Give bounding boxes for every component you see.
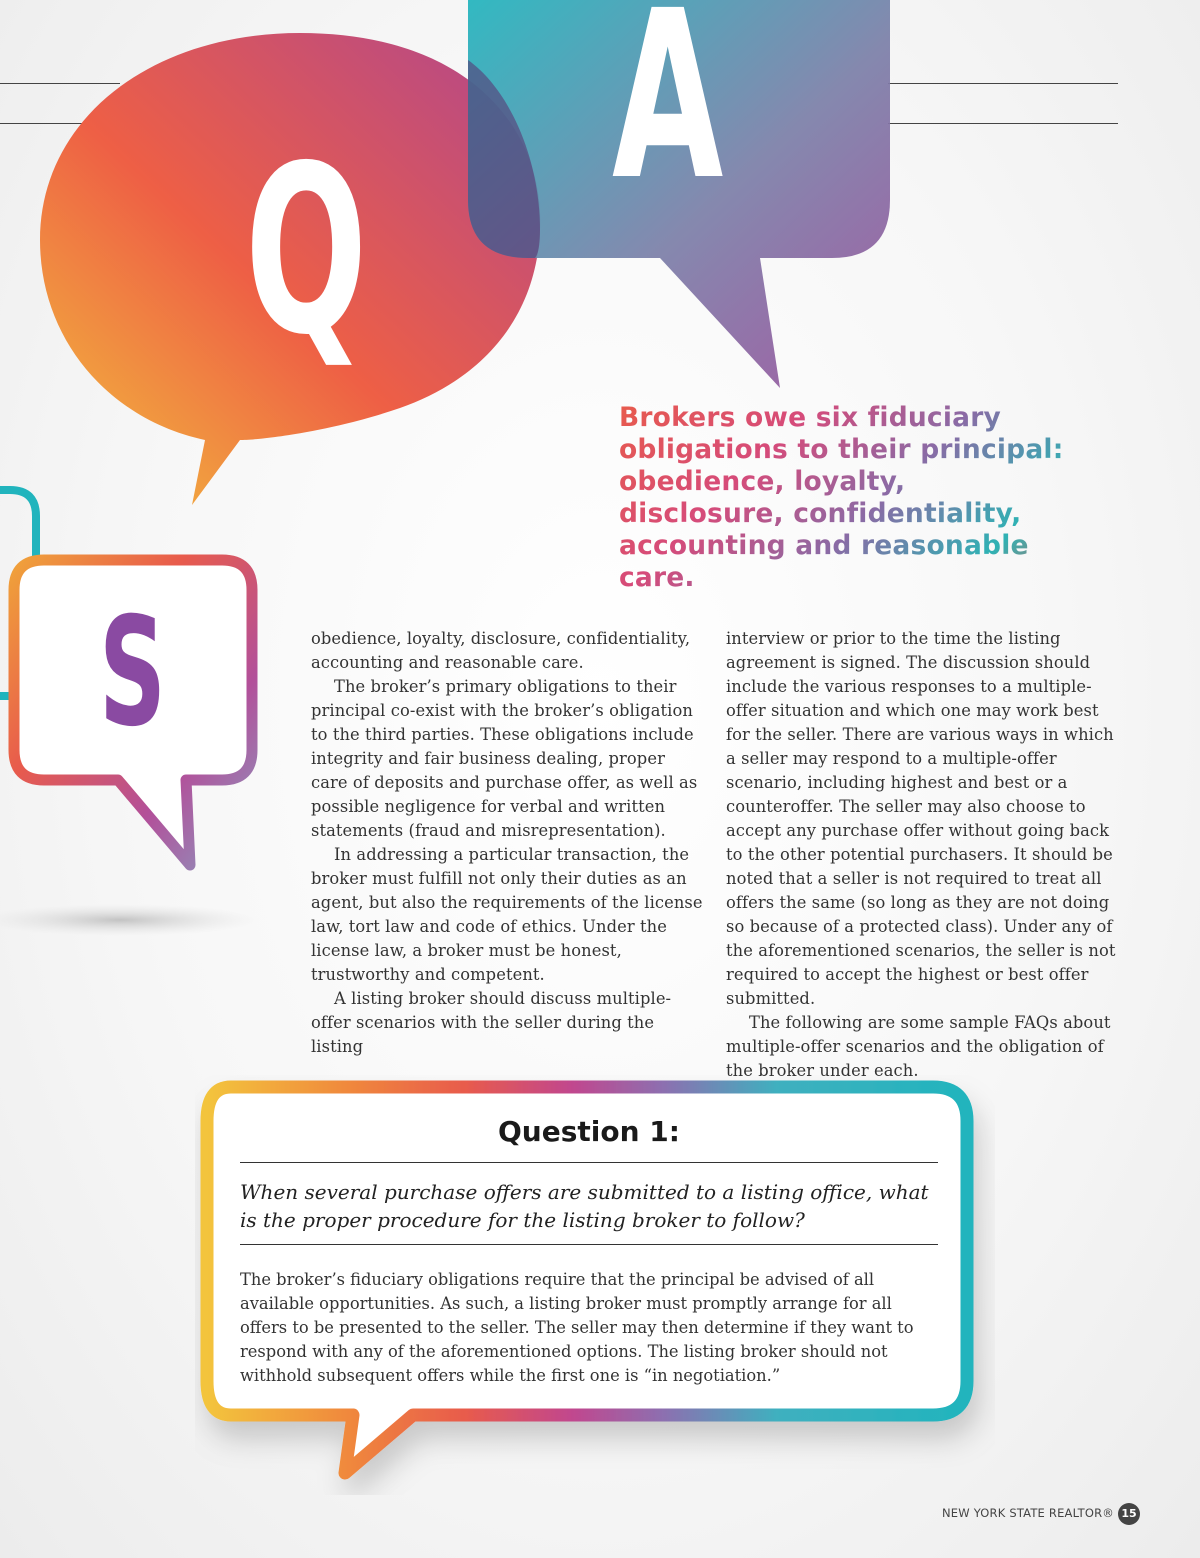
footer-publication: NEW YORK STATE REALTOR® (942, 1506, 1114, 1520)
answer-text: The broker’s fiduciary obligations require that the principal be advised of all available opportunities. As such, a listing broker must promptly arrange for all offers to be presented to the seller. The seller may then determine if they want to respond with any of the aforementioned options. The listing broker should not withhold subsequent offers while the first one is “in negotiation.” (240, 1270, 914, 1385)
pull-quote: Brokers owe six fiduciary obligations to their principal: obedience, loyalty, disclosure, confidentiality, accounting and reasonable care. (619, 402, 1079, 594)
left-paragraph-4: A listing broker should discuss multiple-offer scenarios with the seller during the listing (311, 989, 672, 1056)
right-paragraph-2: The following are some sample FAQs about multiple-offer scenarios and the obligation of the broker under each. (726, 1013, 1111, 1080)
left-paragraph-2: The broker’s primary obligations to their principal co-exist with the broker’s obligation to the third parties. These obligations include integrity and fair business dealing, proper care of deposits and purchase offer, as well as possible negligence for verbal and written statements (fraud and misrepresentation). (311, 677, 698, 840)
question-rule-top (240, 1162, 938, 1163)
body-column-left (311, 627, 703, 1059)
left-paragraph-3: In addressing a particular transaction, the broker must fulfill not only their duties as an agent, but also the requirements of the license law, tort law and code of ethics. Under the license law, a broker must be honest, trustworthy and competent. (311, 845, 703, 984)
a-letter: A (612, 0, 724, 231)
question-rule-bottom (240, 1244, 938, 1245)
s-bubble-shadow (0, 904, 260, 936)
question-text: When several purchase offers are submitted to a listing office, what is the proper procedure for the listing broker to follow? (240, 1180, 929, 1232)
right-paragraph-1: interview or prior to the time the listing agreement is signed. The discussion should include the various responses to a multiple-offer situation and which one may work best for the seller. There are various ways in which a seller may respond to a multiple-offer scenario, including highest and best or a counteroffer. The seller may also choose to accept any purchase offer without going back to the other potential purchasers. It should be noted that a seller is not required to treat all offers the same (so long as they are not doing so because of a protected class). Under any of the aforementioned scenarios, the seller is not required to accept the highest or best offer submitted. (726, 629, 1116, 1008)
page-number-badge: 15 (1118, 1503, 1140, 1525)
left-paragraph-1: obedience, loyalty, disclosure, confidentiality, accounting and reasonable care. (311, 629, 691, 672)
s-letter: S (99, 586, 166, 760)
question-title: Question 1: (498, 1115, 680, 1148)
q-letter: Q (245, 116, 368, 386)
body-column-right (726, 627, 1118, 1083)
